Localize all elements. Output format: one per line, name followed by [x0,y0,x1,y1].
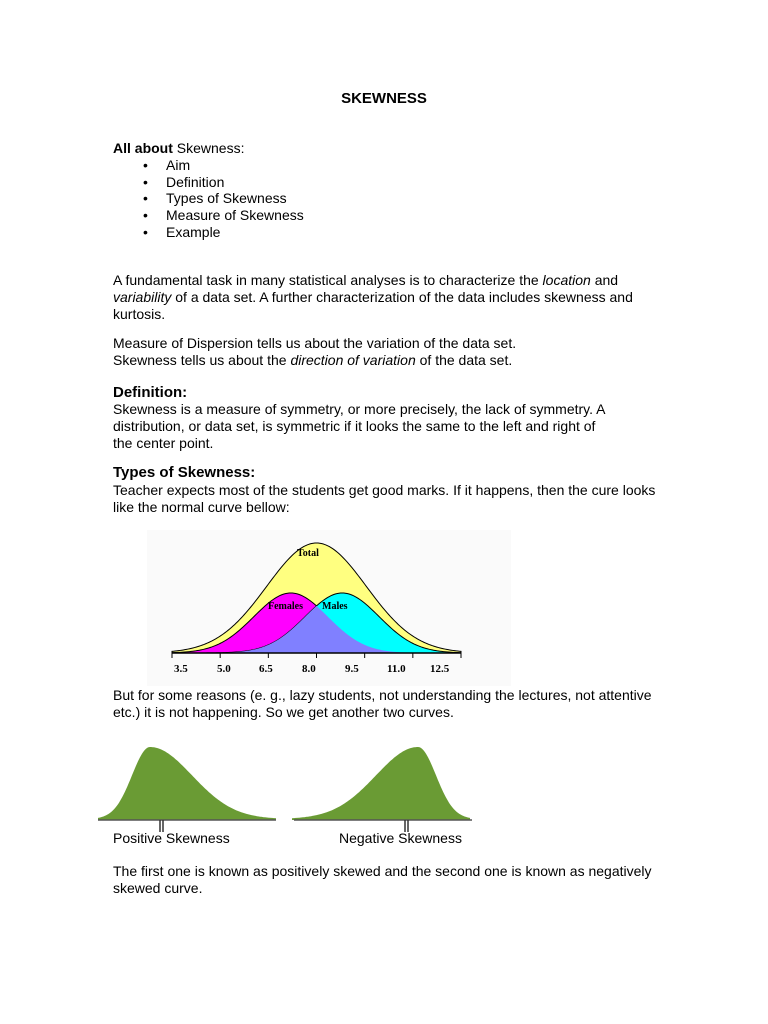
negative-skew-figure [292,738,472,834]
negative-skew-label: Negative Skewness [339,830,462,846]
paragraph-line [113,352,658,369]
list-item: • Measure of Skewness [113,207,304,224]
definition-paragraph [113,401,658,451]
list-item: • Example [113,224,304,241]
normal-curve-chart [147,530,511,686]
x-tick-label: 8.0 [302,663,316,675]
paragraph-line: the center point. [113,434,214,451]
text-run-italic: variability [113,288,172,305]
intro-lead-rest: Skewness: [172,140,245,156]
definition-heading: Definition: [113,384,188,401]
paragraph-line: Skewness is a measure of symmetry, or more precisely, the lack of symmetry. A [113,401,606,417]
positive-skew-label: Positive Skewness [113,830,230,846]
x-tick-label: 12.5 [430,663,450,675]
paragraph-line [113,272,658,289]
text-run-italic: direction of variation [290,351,416,368]
x-tick-label: 6.5 [259,663,273,675]
reasons-paragraph [113,687,658,721]
conclusion-paragraph [113,863,658,897]
dispersion-paragraph [113,335,658,369]
paragraph-line: kurtosis. [113,305,166,322]
legend-label-females: Females [268,601,303,612]
text-run: and [590,272,619,288]
text-run: Skewness tells us about the [113,351,291,368]
intro-paragraph [113,272,658,322]
paragraph-line: Teacher expects most of the students get good marks. If it happens, then the cure looks [113,482,656,498]
paragraph-line: like the normal curve bellow: [113,498,290,515]
paragraph-line: The first one is known as positively skewed and the second one is known as negatively [113,863,652,879]
topic-list [113,157,304,241]
paragraph-line: skewed curve. [113,879,203,896]
x-tick-label: 5.0 [217,663,231,675]
types-paragraph [113,482,658,516]
paragraph-line: Measure of Dispersion tells us about the variation of the data set. [113,335,517,351]
list-item: • Definition [113,174,304,191]
x-tick-label: 3.5 [174,663,188,675]
x-tick-label: 9.5 [345,663,359,675]
x-tick-label: 11.0 [387,663,406,675]
text-run: A fundamental task in many statistical analyses is to characterize the [113,272,543,288]
text-run-italic: location [542,272,591,288]
paragraph-line: etc.) it is not happening. So we get another two curves. [113,703,454,720]
legend-label-total: Total [297,548,319,559]
page-title: SKEWNESS [341,90,427,107]
positive-skew-figure [98,738,278,834]
list-item: • Types of Skewness [113,190,304,207]
legend-label-males: Males [322,601,348,612]
text-run: of a data set. A further characterization of the data includes skewness and [171,288,633,305]
intro-section [113,140,304,241]
intro-lead-bold: All about [113,140,173,156]
negative-skew-curve [292,747,470,820]
types-heading: Types of Skewness: [113,464,256,481]
positive-skew-curve [98,747,276,820]
list-item: • Aim [113,157,304,174]
text-run: of the data set. [415,351,513,368]
paragraph-line: But for some reasons (e. g., lazy students, not understanding the lectures, not attentive [113,687,652,703]
paragraph-line: distribution, or data set, is symmetric if it looks the same to the left and right of [113,417,596,434]
intro-lead [113,140,304,157]
paragraph-line [113,289,658,306]
